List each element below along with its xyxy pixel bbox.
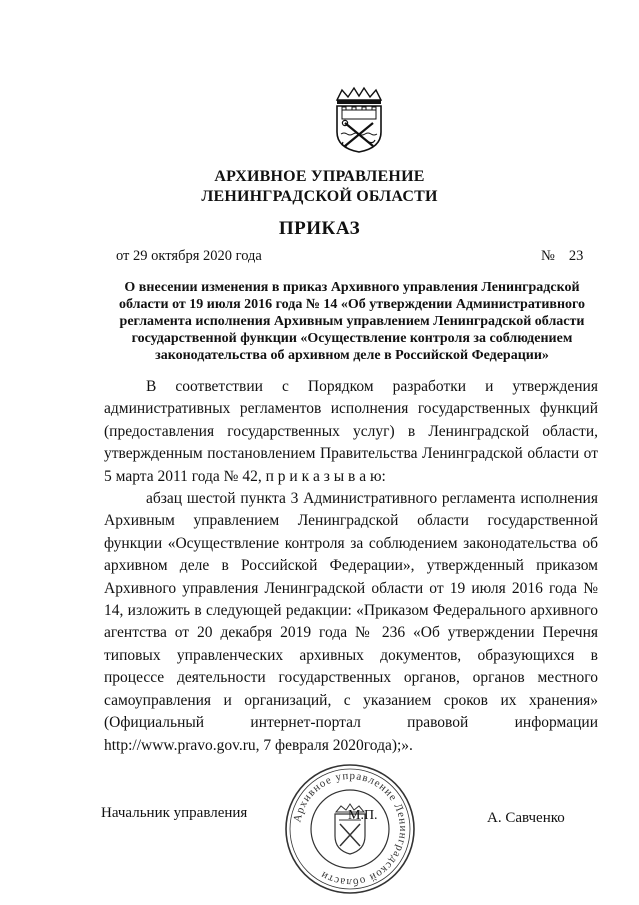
signatory-title: Начальник управления	[101, 805, 248, 821]
signatory-name: А. Савченко	[487, 810, 565, 826]
document-date: от 29 октября 2020 года	[116, 248, 262, 264]
organization-name-line1: АРХИВНОЕ УПРАВЛЕНИЕ	[214, 168, 425, 185]
seal-mp-label: М.П.	[348, 808, 378, 823]
body-paragraph: В соответствии с Порядком разработки и утверждения административных регламентов исполнения государственных функций (предоставления государственных услуг) в Ленинградской области, утвержденным постановлением Правительства Ленинградской области от 5 марта 2011 года № 42, п р и к а з ы в а ю:	[104, 378, 598, 485]
svg-text:Архивное управление Ленинградс: Архивное управление Ленинградской области	[291, 769, 410, 889]
document-body	[104, 376, 598, 757]
official-seal-stamp	[283, 762, 417, 896]
body-paragraph: абзац шестой пункта 3 Административного регламента исполнения Архивным управлением Ленинградской области государственной функции «Осуществление контроля за соблюдением законодательства об архивном деле в Российской Федерации», утвержденный приказом Архивного управления Ленинградской области от 19 июля 2016 года № 14, изложить в следующей редакции: «Приказом Федерального архивного агентства от 20 декабря 2019 года № 236 «Об утверждении Перечня типовых управленческих архивных документов, образующихся в процессе деятельности государственных органов, органов местного самоуправления и организаций, с указанием сроков их хранения» (Официальный интернет-портал правовой информации http://www.pravo.gov.ru, 7 февраля 2020года);».	[104, 490, 598, 754]
number-value: 23	[568, 248, 584, 264]
number-label: №	[541, 248, 555, 264]
document-subject: О внесении изменения в приказ Архивного управления Ленинградской области от 19 июля 2016 года № 14 «Об утверждении Административного регламента исполнения Архивным управлением Ленинградской области государственной функции «Осуществление контроля за соблюдением законодательства об архивном деле в Российской Федерации»	[118, 280, 586, 363]
organization-name-line2: ЛЕНИНГРАДСКОЙ ОБЛАСТИ	[201, 188, 438, 205]
document-number	[541, 248, 583, 265]
coat-of-arms-emblem	[332, 86, 386, 154]
document-type-title: ПРИКАЗ	[278, 218, 361, 239]
